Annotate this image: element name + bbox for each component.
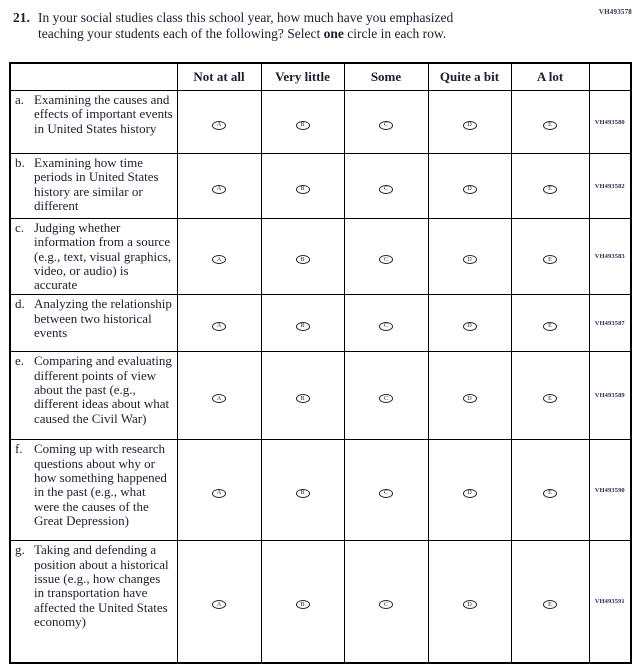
- option-cell: [261, 440, 344, 541]
- response-oval[interactable]: [296, 322, 310, 331]
- statement-cell: [10, 295, 177, 352]
- response-oval[interactable]: [212, 185, 226, 194]
- statement-cell: [10, 91, 177, 154]
- oval-letter: B: [300, 256, 305, 263]
- option-cell: [177, 219, 261, 295]
- oval-letter: E: [548, 490, 552, 497]
- accession-code: VH493578: [598, 8, 632, 16]
- response-oval[interactable]: [379, 394, 393, 403]
- question-text: [38, 10, 453, 43]
- option-cell: [344, 219, 428, 295]
- question-block: [13, 10, 573, 43]
- option-cell: [511, 295, 589, 352]
- question-line1: In your social studies class this school year, how much have you emphasized: [38, 10, 454, 25]
- option-cell: [261, 295, 344, 352]
- oval-letter: B: [300, 490, 305, 497]
- option-cell: [428, 91, 511, 154]
- response-oval[interactable]: [463, 255, 477, 264]
- oval-letter: D: [467, 490, 472, 497]
- statement-cell: [10, 352, 177, 440]
- row-letter: c.: [15, 220, 25, 235]
- response-oval[interactable]: [463, 121, 477, 130]
- row-statement: Judging whether information from a source (e.g., text, visual graphics, video, or audio) is accurate: [34, 220, 172, 293]
- oval-letter: A: [216, 490, 222, 497]
- response-oval[interactable]: [212, 600, 226, 609]
- question-line2-bold: one: [323, 26, 344, 42]
- option-cell: [511, 154, 589, 219]
- table-row: [10, 154, 631, 219]
- option-cell: [261, 352, 344, 440]
- code-header-cell: [589, 63, 631, 91]
- row-code: VH493591: [589, 541, 631, 664]
- response-oval[interactable]: [543, 255, 557, 264]
- option-cell: [428, 440, 511, 541]
- row-code: VH493590: [589, 440, 631, 541]
- row-letter: b.: [15, 155, 25, 170]
- response-oval[interactable]: [296, 394, 310, 403]
- option-cell: [344, 154, 428, 219]
- response-oval[interactable]: [379, 185, 393, 194]
- response-oval[interactable]: [463, 394, 477, 403]
- option-cell: [428, 154, 511, 219]
- option-cell: [428, 352, 511, 440]
- question-line2-after: circle in each row.: [343, 26, 447, 42]
- oval-letter: B: [300, 186, 305, 192]
- response-oval[interactable]: [463, 185, 477, 194]
- oval-letter: D: [467, 122, 472, 128]
- response-oval[interactable]: [296, 489, 310, 498]
- response-oval[interactable]: [463, 322, 477, 331]
- option-cell: [344, 541, 428, 664]
- row-letter: g.: [15, 542, 25, 558]
- oval-letter: C: [383, 256, 388, 263]
- oval-letter: A: [216, 323, 222, 330]
- option-cell: [511, 91, 589, 154]
- header-row: [10, 63, 631, 91]
- response-oval[interactable]: [212, 394, 226, 403]
- option-cell: [511, 440, 589, 541]
- table-row: [10, 440, 631, 541]
- oval-letter: C: [383, 490, 388, 497]
- option-cell: [261, 541, 344, 664]
- response-oval[interactable]: [296, 121, 310, 130]
- response-oval[interactable]: [379, 600, 393, 609]
- response-oval[interactable]: [379, 489, 393, 498]
- option-cell: [261, 91, 344, 154]
- table-row: [10, 219, 631, 295]
- statement-cell: [10, 541, 177, 664]
- row-code: VH493582: [589, 154, 631, 219]
- option-cell: [511, 219, 589, 295]
- oval-letter: E: [548, 256, 552, 263]
- option-cell: [344, 440, 428, 541]
- oval-letter: D: [467, 186, 472, 192]
- oval-letter: E: [548, 395, 552, 402]
- row-letter: f.: [15, 441, 23, 457]
- oval-letter: E: [548, 323, 552, 330]
- row-letter: e.: [15, 353, 25, 369]
- option-cell: [177, 91, 261, 154]
- row-statement: Coming up with research questions about why or how something happened in the past (e.g., what were the causes of the Great Depression): [34, 441, 167, 528]
- option-cell: [344, 295, 428, 352]
- option-cell: [428, 219, 511, 295]
- oval-letter: D: [467, 601, 472, 608]
- row-letter: d.: [15, 296, 25, 312]
- option-cell: [428, 295, 511, 352]
- oval-letter: D: [467, 323, 472, 330]
- oval-letter: A: [216, 395, 222, 402]
- column-header-a-lot: A lot: [511, 63, 589, 91]
- column-header-not-at-all: Not at all: [177, 63, 261, 91]
- oval-letter: C: [383, 323, 388, 330]
- option-cell: [177, 352, 261, 440]
- oval-letter: A: [216, 122, 222, 128]
- option-cell: [344, 91, 428, 154]
- oval-letter: C: [383, 601, 388, 608]
- option-cell: [344, 352, 428, 440]
- row-statement: Examining the causes and effects of important events in United States history: [34, 92, 173, 136]
- response-oval[interactable]: [212, 255, 226, 264]
- option-cell: [261, 219, 344, 295]
- table-row: [10, 91, 631, 154]
- response-oval[interactable]: [543, 121, 557, 130]
- option-cell: [177, 154, 261, 219]
- row-letter: a.: [15, 92, 25, 107]
- option-cell: [511, 352, 589, 440]
- row-code: VH493580: [589, 91, 631, 154]
- statement-cell: [10, 154, 177, 219]
- oval-letter: B: [300, 395, 305, 402]
- option-cell: [177, 295, 261, 352]
- question-line2-before: teaching your students each of the following? Select: [38, 26, 324, 42]
- response-oval[interactable]: [212, 489, 226, 498]
- oval-letter: C: [383, 186, 388, 192]
- table-row: [10, 352, 631, 440]
- row-statement: Examining how time periods in United States history are similar or different: [34, 155, 159, 213]
- response-oval[interactable]: [463, 600, 477, 609]
- response-oval[interactable]: [296, 600, 310, 609]
- table-row: [10, 541, 631, 664]
- column-header-some: Some: [344, 63, 428, 91]
- oval-letter: E: [548, 186, 552, 192]
- row-code: VH493587: [589, 295, 631, 352]
- option-cell: [177, 440, 261, 541]
- oval-letter: B: [300, 601, 305, 608]
- table-row: [10, 295, 631, 352]
- oval-letter: C: [383, 395, 388, 402]
- response-oval[interactable]: [296, 255, 310, 264]
- response-oval[interactable]: [296, 185, 310, 194]
- response-oval[interactable]: [543, 600, 557, 609]
- response-oval[interactable]: [463, 489, 477, 498]
- oval-letter: D: [467, 395, 472, 402]
- response-oval[interactable]: [212, 322, 226, 331]
- response-oval[interactable]: [543, 322, 557, 331]
- column-header-very-little: Very little: [261, 63, 344, 91]
- response-oval[interactable]: [379, 121, 393, 130]
- response-oval[interactable]: [543, 394, 557, 403]
- statement-cell: [10, 440, 177, 541]
- response-oval[interactable]: [543, 185, 557, 194]
- option-cell: [177, 541, 261, 664]
- oval-letter: A: [216, 186, 222, 192]
- response-oval[interactable]: [379, 255, 393, 264]
- oval-letter: D: [467, 256, 472, 263]
- response-oval[interactable]: [379, 322, 393, 331]
- option-cell: [261, 154, 344, 219]
- option-cell: [511, 541, 589, 664]
- corner-cell: [10, 63, 177, 91]
- oval-letter: E: [548, 601, 552, 608]
- row-statement: Taking and defending a position about a historical issue (e.g., how changes in transportation have affected the United States economy): [34, 542, 169, 629]
- row-statement: Analyzing the relationship between two historical events: [34, 296, 172, 341]
- column-header-quite-a-bit: Quite a bit: [428, 63, 511, 91]
- oval-letter: A: [216, 256, 222, 263]
- response-oval[interactable]: [212, 121, 226, 130]
- row-code: VH493589: [589, 352, 631, 440]
- option-cell: [428, 541, 511, 664]
- row-code: VH493583: [589, 219, 631, 295]
- oval-letter: E: [548, 122, 552, 128]
- oval-letter: B: [300, 323, 305, 330]
- response-matrix-table: [9, 62, 632, 664]
- row-statement: Comparing and evaluating different points of view about the past (e.g., different ideas about what caused the Civil War): [34, 353, 172, 426]
- statement-cell: [10, 219, 177, 295]
- oval-letter: B: [300, 122, 305, 128]
- oval-letter: C: [383, 122, 388, 128]
- response-oval[interactable]: [543, 489, 557, 498]
- question-number: 21.: [13, 10, 30, 25]
- oval-letter: A: [216, 601, 222, 608]
